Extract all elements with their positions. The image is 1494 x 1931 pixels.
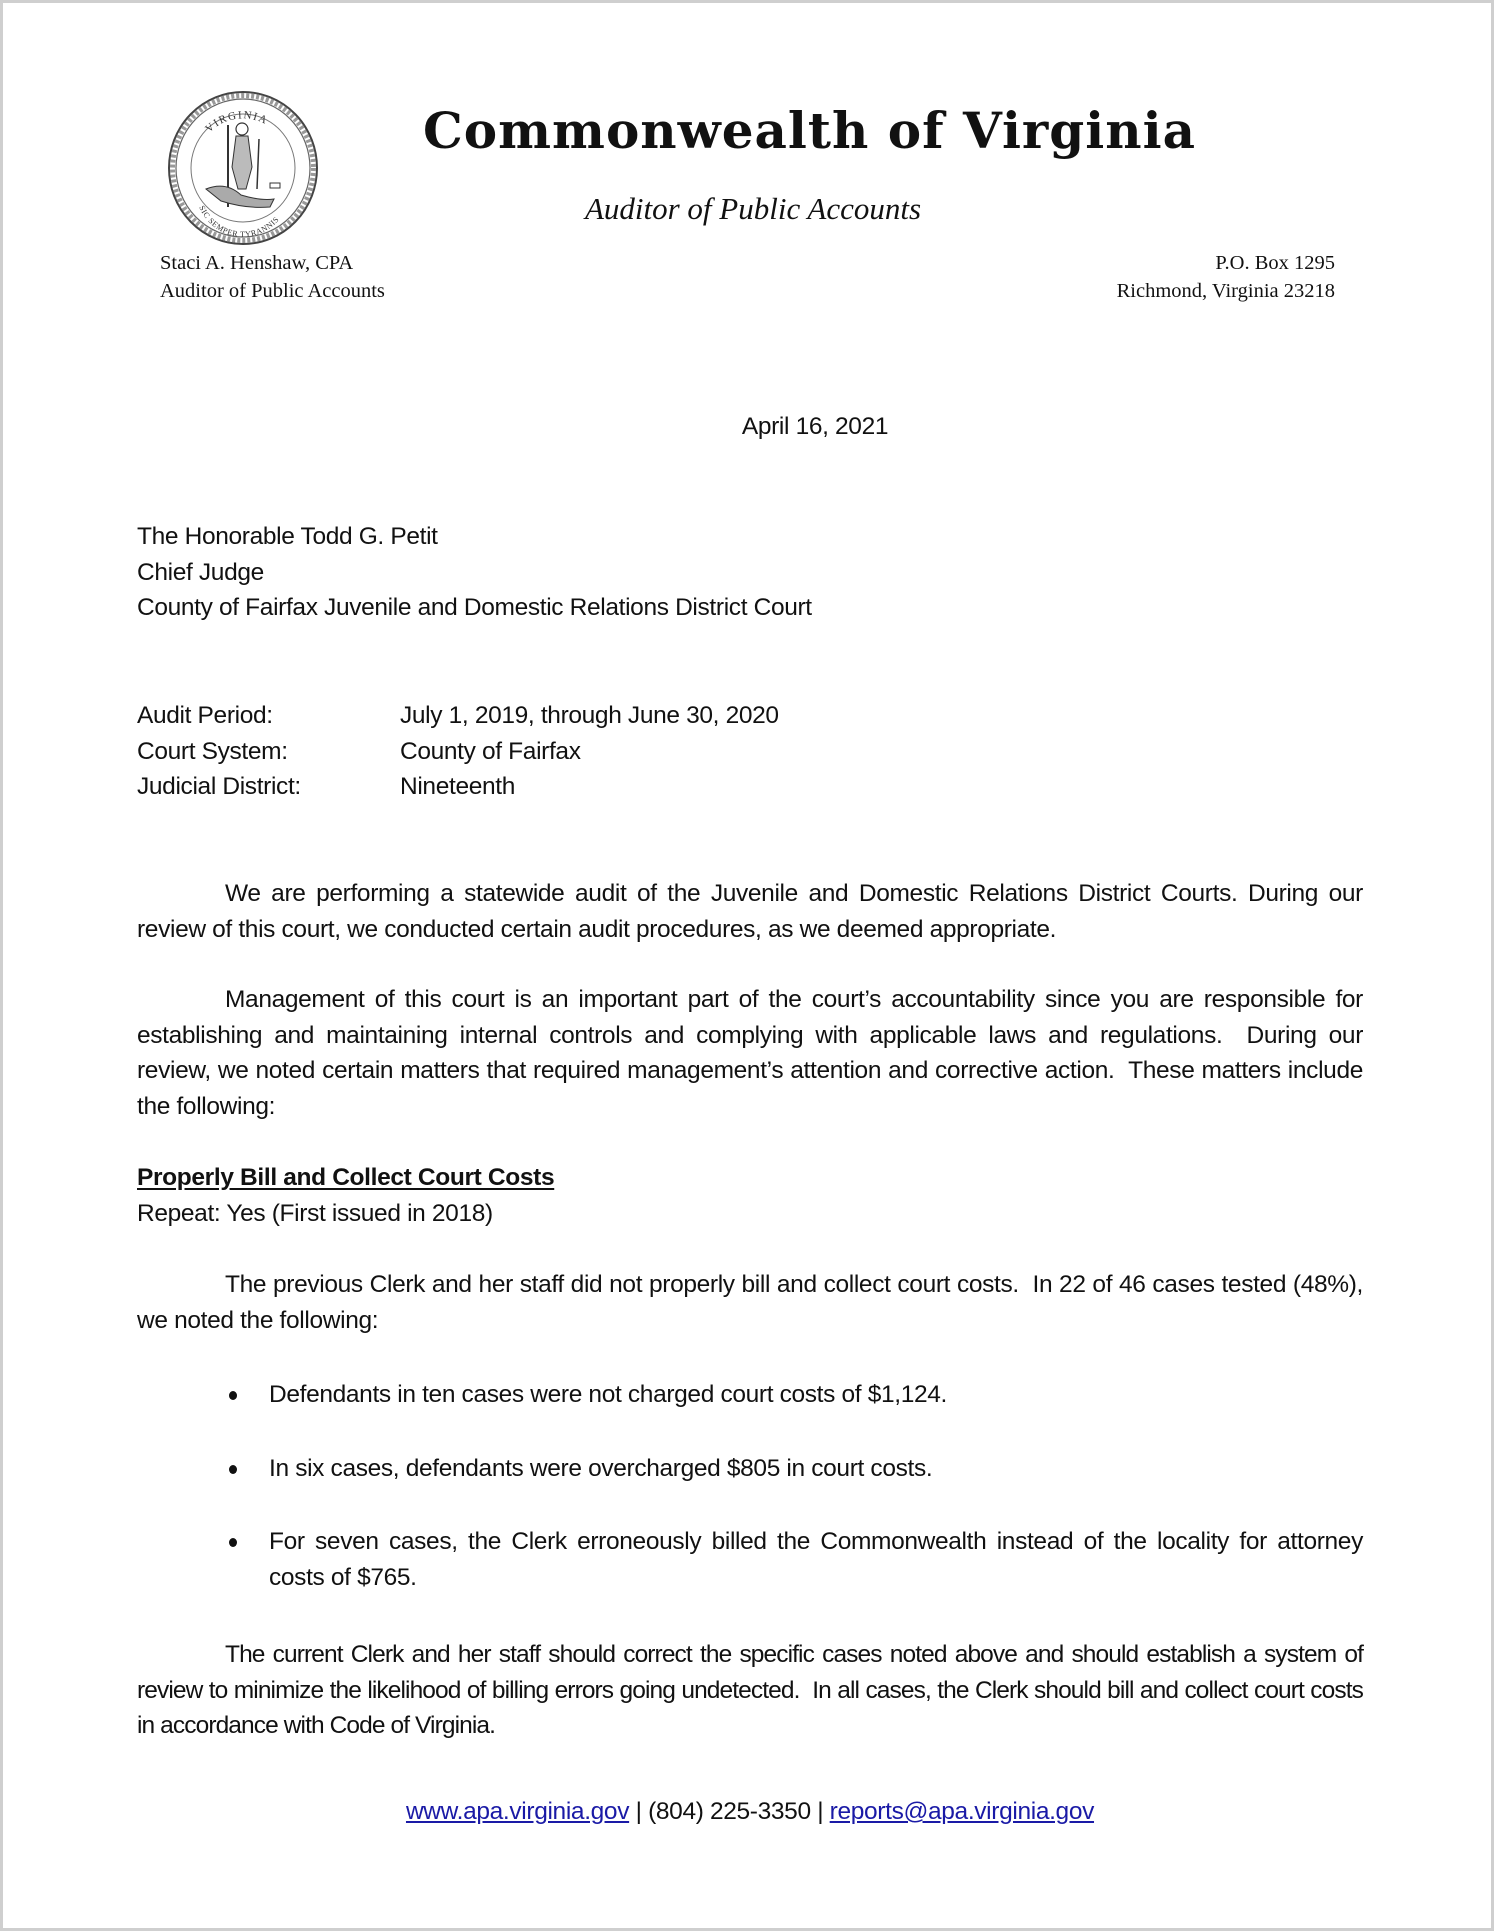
- letterhead-title: Commonwealth of Virginia: [423, 101, 1196, 160]
- court-system-row: [137, 734, 1363, 770]
- address-line-2: Richmond, Virginia 23218: [1116, 280, 1335, 302]
- judicial-district-row: [137, 769, 1363, 805]
- finding-bullet: [137, 1451, 1363, 1487]
- court-system-label: Court System:: [137, 737, 288, 765]
- addressee-title: Chief Judge: [137, 558, 264, 586]
- judicial-district-label: Judicial District:: [137, 773, 301, 800]
- website-link[interactable]: www.apa.virginia.gov: [405, 1798, 630, 1825]
- bullet-icon: [229, 1538, 237, 1547]
- audit-info: [137, 698, 1363, 805]
- footer-separator: |: [635, 1798, 642, 1825]
- address-block: [1117, 249, 1335, 305]
- finding-heading: Properly Bill and Collect Court Costs: [137, 1164, 555, 1191]
- addressee-block: [137, 519, 1363, 626]
- footer-phone: (804) 225-3350: [648, 1798, 811, 1825]
- audit-period-value: July 1, 2019, through June 30, 2020: [400, 702, 779, 729]
- audit-period-label: Audit Period:: [137, 702, 273, 729]
- email-link[interactable]: reports@apa.virginia.gov: [829, 1798, 1095, 1825]
- footer-separator: |: [817, 1798, 824, 1825]
- finding-bullet-list: [137, 1377, 1363, 1595]
- address-line-1: P.O. Box 1295: [1215, 252, 1335, 274]
- seal-text-bottom: SIC SEMPER TYRANNIS: [197, 204, 281, 239]
- auditor-block: [160, 249, 385, 305]
- auditor-title: Auditor of Public Accounts: [160, 280, 385, 302]
- intro-paragraph: We are performing a statewide audit of the Juvenile and Domestic Relations District Courts. During our review of this court, we conducted certain audit procedures, as we deemed appropriate.: [137, 880, 1363, 943]
- seal-text-top: VIRGINIA: [203, 109, 271, 136]
- letter-date: April 16, 2021: [741, 413, 889, 440]
- recommendation-paragraph: The current Clerk and her staff should correct the specific cases noted above and should establish a system of review to minimize the likelihood of billing errors going undetected. In all cases, the Clerk should bill and collect court costs in accordance with Code of Virginia.: [137, 1641, 1363, 1739]
- letterhead-subtitle: Auditor of Public Accounts: [584, 191, 922, 226]
- finding-bullet-text: Defendants in ten cases were not charged court costs of $1,124.: [269, 1381, 947, 1408]
- finding-bullet-text: In six cases, defendants were overcharged $805 in court costs.: [269, 1454, 933, 1482]
- addressee-court: County of Fairfax Juvenile and Domestic Relations District Court: [137, 594, 812, 621]
- finding-bullet-text: For seven cases, the Clerk erroneously billed the Commonwealth instead of the locality for attorney costs of $765.: [269, 1528, 1363, 1591]
- audit-period-row: [137, 698, 1363, 734]
- judicial-district-value: Nineteenth: [400, 773, 516, 800]
- finding-repeat-status: Repeat: Yes (First issued in 2018): [137, 1199, 493, 1227]
- finding-section: [137, 1160, 1363, 1231]
- finding-bullet: [137, 1377, 1363, 1413]
- bullet-icon: [229, 1465, 237, 1474]
- virginia-seal-icon: [166, 89, 320, 247]
- court-system-value: County of Fairfax: [400, 737, 581, 765]
- footer: [3, 1798, 1494, 1826]
- finding-bullet: [137, 1524, 1363, 1595]
- auditor-name: Staci A. Henshaw, CPA: [160, 252, 354, 274]
- management-paragraph: Management of this court is an important part of the court’s accountability since you are responsible for establishing and maintaining internal controls and complying with applicable laws and regulations. During our review, we noted certain matters that required management’s attention and corrective action. These matters include the following:: [137, 986, 1363, 1120]
- addressee-name: The Honorable Todd G. Petit: [137, 523, 438, 550]
- bullet-icon: [229, 1391, 237, 1400]
- finding-intro: The previous Clerk and her staff did not properly bill and collect court costs. In 22 of 46 cases tested (48%), we noted the following:: [137, 1271, 1363, 1334]
